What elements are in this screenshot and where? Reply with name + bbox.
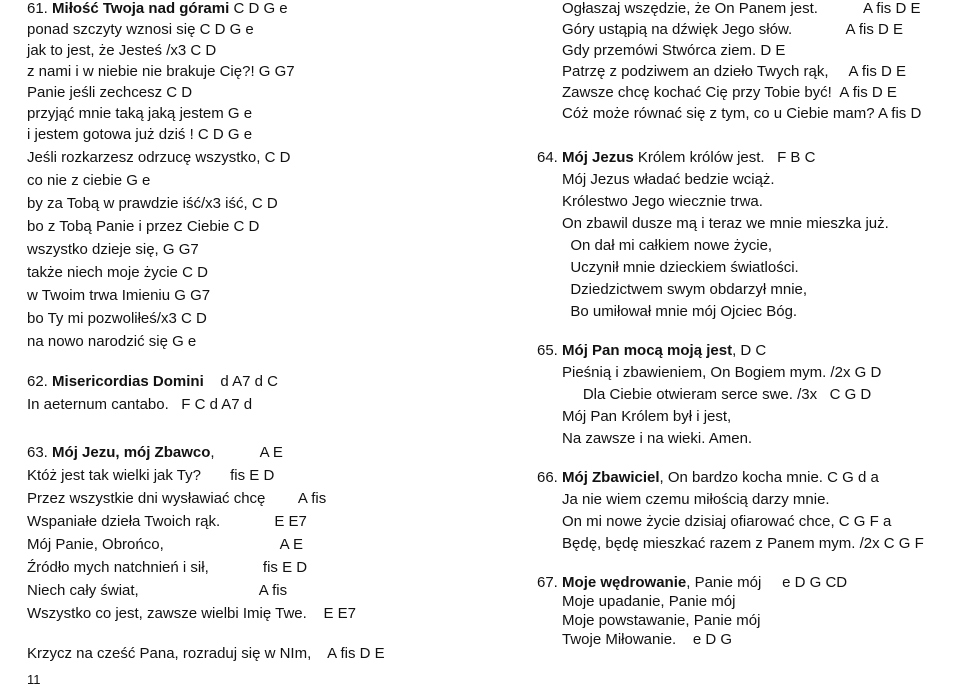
song-67-line: Moje powstawanie, Panie mój: [562, 612, 761, 629]
song-62-line: In aeternum cantabo. F C d A7 d: [27, 396, 253, 413]
song-63-continuation-line: Cóż może równać się z tym, co u Ciebie mam? A fis D: [562, 105, 922, 122]
song-65-line: Mój Pan Królem był i jest,: [562, 408, 732, 425]
song-61-line: jak to jest, że Jesteś /x3 C D: [27, 42, 217, 59]
song-66-line: Będę, będę mieszkać razem z Panem mym. /2x C G F: [562, 535, 924, 552]
song-64-line: Bo umiłował mnie mój Ojciec Bóg.: [562, 303, 798, 320]
song-63-line: Krzycz na cześć Pana, rozraduj się w NIm, A fis D E: [27, 645, 385, 662]
song-63-continuation-line: Gdy przemówi Stwórca ziem. D E: [562, 42, 786, 59]
song-64-line: Królestwo Jego wiecznie trwa.: [562, 193, 763, 210]
song-66-line: On mi nowe życie dzisiaj ofiarować chce, C G F a: [562, 513, 892, 530]
song-64-line: On zbawil dusze mą i teraz we mnie mieszka już.: [562, 215, 889, 232]
song-65-line: Na zawsze i na wieki. Amen.: [562, 430, 753, 447]
song-61-line: Jeśli rozkarzesz odrzucę wszystko, C D: [27, 149, 291, 166]
song-61-line: z nami i w niebie nie brakuje Cię?! G G7: [27, 63, 295, 80]
song-65-title: 65. Mój Pan mocą moją jest, D C: [537, 342, 767, 359]
song-61-line: bo z Tobą Panie i przez Ciebie C D: [27, 218, 260, 235]
song-63-line: Przez wszystkie dni wysławiać chcę A fis: [27, 490, 327, 507]
song-61-line: i jestem gotowa już dziś ! C D G e: [27, 126, 253, 143]
song-61-line: co nie z ciebie G e: [27, 172, 151, 189]
song-61-line: by za Tobą w prawdzie iść/x3 iść, C D: [27, 195, 278, 212]
song-64-line: Dziedzictwem swym obdarzył mnie,: [562, 281, 808, 298]
song-64-line: On dał mi całkiem nowe życie,: [562, 237, 773, 254]
song-61-title: 61. Miłość Twoja nad górami C D G e: [27, 0, 288, 17]
song-62-title: 62. Misericordias Domini d A7 d C: [27, 373, 278, 390]
song-65-line: Pieśnią i zbawieniem, On Bogiem mym. /2x G D: [562, 364, 882, 381]
song-64-line: Uczynił mnie dzieckiem światlości.: [562, 259, 799, 276]
song-63-title: 63. Mój Jezu, mój Zbawco, A E: [27, 444, 283, 461]
song-63-continuation-line: Góry ustąpią na dźwięk Jego słów. A fis D E: [562, 21, 903, 38]
song-63-line: Źródło mych natchnień i sił, fis E D: [27, 559, 308, 576]
song-61-line: Panie jeśli zechcesz C D: [27, 84, 193, 101]
song-61-line: przyjąć mnie taką jaką jestem G e: [27, 105, 253, 122]
song-63-continuation-line: Ogłaszaj wszędzie, że On Panem jest. A fis D E: [562, 0, 921, 17]
song-61-line: wszystko dzieje się, G G7: [27, 241, 199, 258]
song-63-line: Wspaniałe dzieła Twoich rąk. E E7: [27, 513, 307, 530]
song-63-line: Któż jest tak wielki jak Ty? fis E D: [27, 467, 275, 484]
song-61-line: w Twoim trwa Imieniu G G7: [27, 287, 211, 304]
song-61-line: ponad szczyty wznosi się C D G e: [27, 21, 254, 38]
song-64-title: 64. Mój Jezus Królem królów jest. F B C: [537, 149, 816, 166]
song-63-line: Mój Panie, Obrońco, A E: [27, 536, 303, 553]
song-66-title: 66. Mój Zbawiciel, On bardzo kocha mnie. C G d a: [537, 469, 879, 486]
song-61-line: na nowo narodzić się G e: [27, 333, 197, 350]
song-61-line: także niech moje życie C D: [27, 264, 208, 281]
song-67-title: 67. Moje wędrowanie, Panie mój e D G CD: [537, 574, 848, 591]
song-63-continuation-line: Patrzę z podziwem an dzieło Twych rąk, A fis D E: [562, 63, 907, 80]
page-number: 11: [27, 672, 41, 687]
song-63-line: Wszystko co jest, zawsze wielbi Imię Twe. E E7: [27, 605, 356, 622]
song-61-line: bo Ty mi pozwoliłeś/x3 C D: [27, 310, 207, 327]
song-64-line: Mój Jezus władać bedzie wciąż.: [562, 171, 775, 188]
song-63-continuation-line: Zawsze chcę kochać Cię przy Tobie być! A fis D E: [562, 84, 897, 101]
song-66-line: Ja nie wiem czemu miłością darzy mnie.: [562, 491, 830, 508]
song-65-line: Dla Ciebie otwieram serce swe. /3x C G D: [562, 386, 872, 403]
song-67-line: Twoje Miłowanie. e D G: [562, 631, 733, 648]
song-63-line: Niech cały świat, A fis: [27, 582, 288, 599]
song-67-line: Moje upadanie, Panie mój: [562, 593, 736, 610]
